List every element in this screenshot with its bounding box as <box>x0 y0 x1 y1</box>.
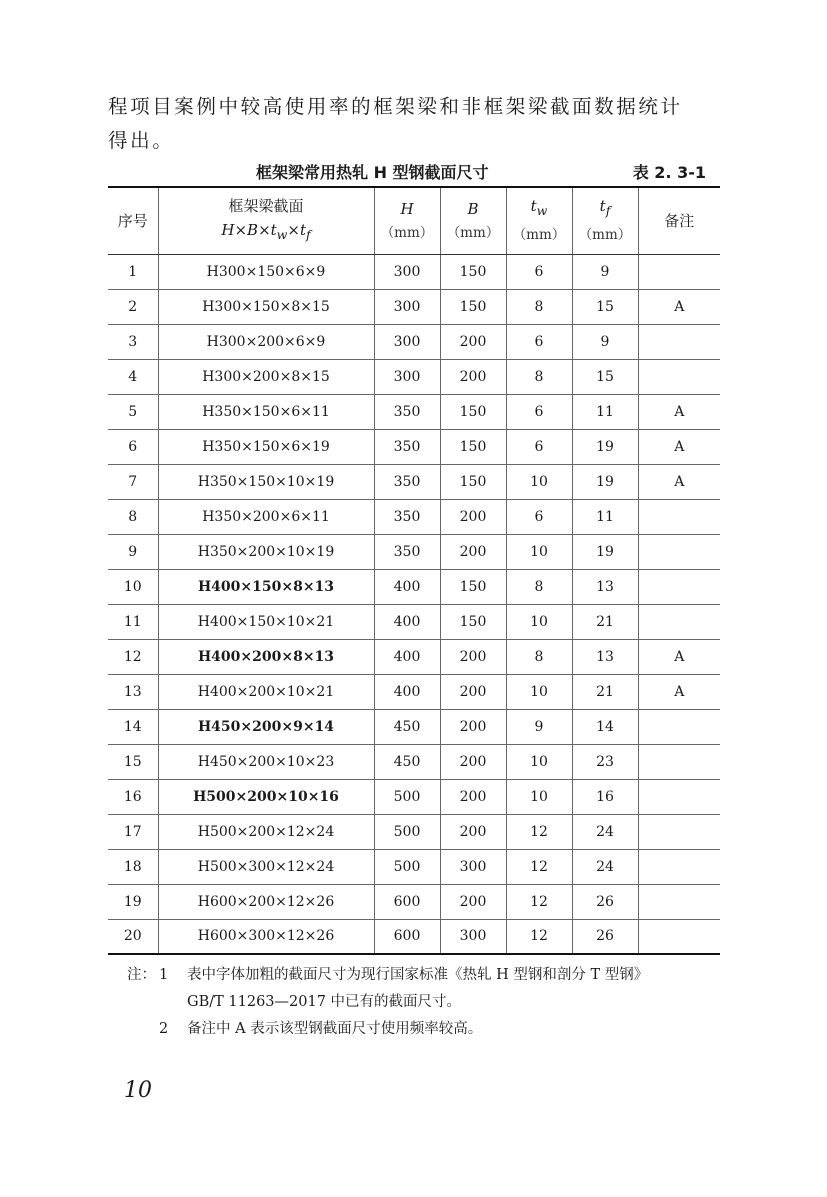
table-row <box>108 359 720 394</box>
table-row <box>108 394 720 429</box>
table-row <box>108 324 720 359</box>
cell-H: 400 <box>374 639 440 674</box>
cell-section: H500×200×10×16 <box>158 779 374 814</box>
cell-tf: 9 <box>572 254 638 289</box>
note-1: 注： 1 表中字体加粗的截面尺寸为现行国家标准《热轧 H 型钢和剖分 T 型钢》 GB/T 11263—2017 中已有的截面尺寸。 <box>127 962 727 1016</box>
table-row <box>108 919 720 954</box>
table-row <box>108 254 720 289</box>
cell-tf: 15 <box>572 359 638 394</box>
table-header-row <box>108 187 720 254</box>
intro-paragraph <box>108 90 723 158</box>
cell-tf: 24 <box>572 814 638 849</box>
cell-remark <box>638 849 720 884</box>
cell-section: H350×150×6×19 <box>158 429 374 464</box>
cell-remark <box>638 254 720 289</box>
table-row <box>108 674 720 709</box>
cell-seq: 13 <box>108 674 158 709</box>
cell-H: 500 <box>374 849 440 884</box>
cell-tf: 24 <box>572 849 638 884</box>
table-row <box>108 499 720 534</box>
cell-section: H500×300×12×24 <box>158 849 374 884</box>
cell-H: 400 <box>374 569 440 604</box>
cell-remark: A <box>638 429 720 464</box>
intro-line-2: 得出。 <box>108 129 175 152</box>
cell-B: 150 <box>440 429 506 464</box>
cell-remark <box>638 534 720 569</box>
cell-tw: 8 <box>506 289 572 324</box>
cell-seq: 19 <box>108 884 158 919</box>
cell-B: 150 <box>440 394 506 429</box>
cell-seq: 16 <box>108 779 158 814</box>
cell-tf: 13 <box>572 639 638 674</box>
cell-section: H350×200×10×19 <box>158 534 374 569</box>
cell-seq: 7 <box>108 464 158 499</box>
cell-tw: 12 <box>506 919 572 954</box>
table-row <box>108 604 720 639</box>
cell-remark <box>638 884 720 919</box>
cell-H: 300 <box>374 359 440 394</box>
table-row <box>108 639 720 674</box>
cell-tw: 9 <box>506 709 572 744</box>
cell-tf: 11 <box>572 394 638 429</box>
cell-seq: 4 <box>108 359 158 394</box>
cell-remark: A <box>638 394 720 429</box>
cell-H: 300 <box>374 289 440 324</box>
cell-tw: 12 <box>506 814 572 849</box>
cell-B: 200 <box>440 884 506 919</box>
cell-H: 600 <box>374 919 440 954</box>
cell-remark <box>638 814 720 849</box>
cell-remark: A <box>638 674 720 709</box>
header-section <box>158 187 374 254</box>
cell-remark: A <box>638 639 720 674</box>
header-remark: 备注 <box>638 187 720 254</box>
cell-seq: 15 <box>108 744 158 779</box>
cell-tw: 10 <box>506 464 572 499</box>
cell-tf: 23 <box>572 744 638 779</box>
section-size-table <box>108 186 720 955</box>
cell-seq: 12 <box>108 639 158 674</box>
table-row <box>108 849 720 884</box>
cell-seq: 17 <box>108 814 158 849</box>
cell-H: 500 <box>374 814 440 849</box>
table-notes <box>127 962 727 1043</box>
cell-tf: 16 <box>572 779 638 814</box>
page-number: 10 <box>124 1078 152 1103</box>
cell-section: H350×150×10×19 <box>158 464 374 499</box>
cell-H: 400 <box>374 604 440 639</box>
cell-tw: 6 <box>506 324 572 359</box>
cell-B: 200 <box>440 674 506 709</box>
header-B: B （mm） <box>440 187 506 254</box>
cell-tw: 6 <box>506 254 572 289</box>
cell-tw: 10 <box>506 674 572 709</box>
cell-tf: 19 <box>572 534 638 569</box>
cell-tf: 26 <box>572 884 638 919</box>
notes-label: 注： <box>127 967 156 983</box>
cell-tw: 12 <box>506 849 572 884</box>
cell-section: H400×200×8×13 <box>158 639 374 674</box>
cell-H: 350 <box>374 464 440 499</box>
cell-section: H350×200×6×11 <box>158 499 374 534</box>
cell-section: H350×150×6×11 <box>158 394 374 429</box>
cell-tf: 21 <box>572 674 638 709</box>
cell-remark <box>638 744 720 779</box>
header-H: H （mm） <box>374 187 440 254</box>
cell-H: 300 <box>374 324 440 359</box>
cell-B: 300 <box>440 849 506 884</box>
cell-tf: 14 <box>572 709 638 744</box>
cell-remark: A <box>638 464 720 499</box>
cell-section: H400×200×10×21 <box>158 674 374 709</box>
cell-section: H300×150×6×9 <box>158 254 374 289</box>
cell-B: 200 <box>440 324 506 359</box>
cell-tf: 21 <box>572 604 638 639</box>
cell-seq: 10 <box>108 569 158 604</box>
header-section-line2: $H\times B\times t_w\times t_f$ <box>221 221 311 243</box>
cell-seq: 2 <box>108 289 158 324</box>
cell-section: H400×150×10×21 <box>158 604 374 639</box>
cell-seq: 6 <box>108 429 158 464</box>
cell-section: H300×200×6×9 <box>158 324 374 359</box>
table-row <box>108 709 720 744</box>
cell-B: 150 <box>440 254 506 289</box>
cell-tf: 19 <box>572 429 638 464</box>
table-row <box>108 289 720 324</box>
cell-remark <box>638 359 720 394</box>
table-row <box>108 534 720 569</box>
cell-remark <box>638 779 720 814</box>
cell-tw: 10 <box>506 779 572 814</box>
cell-section: H500×200×12×24 <box>158 814 374 849</box>
table-row <box>108 744 720 779</box>
cell-B: 200 <box>440 534 506 569</box>
cell-B: 200 <box>440 744 506 779</box>
header-tf: $t_f$ （mm） <box>572 187 638 254</box>
cell-B: 200 <box>440 779 506 814</box>
cell-B: 150 <box>440 569 506 604</box>
table-row <box>108 464 720 499</box>
cell-seq: 11 <box>108 604 158 639</box>
table-row <box>108 569 720 604</box>
cell-H: 450 <box>374 709 440 744</box>
header-seq: 序号 <box>108 187 158 254</box>
cell-H: 350 <box>374 429 440 464</box>
cell-seq: 14 <box>108 709 158 744</box>
header-section-line1: 框架梁截面 <box>228 197 304 216</box>
cell-tf: 19 <box>572 464 638 499</box>
cell-remark <box>638 604 720 639</box>
cell-H: 450 <box>374 744 440 779</box>
cell-tf: 9 <box>572 324 638 359</box>
note-2: 2 备注中 A 表示该型钢截面尺寸使用频率较高。 <box>159 1021 483 1037</box>
table-number: 表 2. 3-1 <box>632 163 706 182</box>
cell-tw: 10 <box>506 744 572 779</box>
cell-seq: 8 <box>108 499 158 534</box>
cell-remark <box>638 709 720 744</box>
cell-tf: 26 <box>572 919 638 954</box>
cell-remark <box>638 919 720 954</box>
cell-tw: 8 <box>506 569 572 604</box>
cell-seq: 9 <box>108 534 158 569</box>
cell-B: 200 <box>440 359 506 394</box>
cell-section: H600×200×12×26 <box>158 884 374 919</box>
header-tw: $t_w$ （mm） <box>506 187 572 254</box>
cell-tw: 6 <box>506 429 572 464</box>
cell-seq: 18 <box>108 849 158 884</box>
cell-B: 200 <box>440 639 506 674</box>
cell-section: H300×200×8×15 <box>158 359 374 394</box>
cell-H: 350 <box>374 534 440 569</box>
cell-B: 200 <box>440 709 506 744</box>
cell-remark <box>638 324 720 359</box>
cell-tw: 6 <box>506 394 572 429</box>
cell-H: 350 <box>374 499 440 534</box>
cell-seq: 20 <box>108 919 158 954</box>
cell-B: 150 <box>440 604 506 639</box>
cell-section: H450×200×9×14 <box>158 709 374 744</box>
table-row <box>108 884 720 919</box>
cell-tw: 10 <box>506 534 572 569</box>
cell-seq: 3 <box>108 324 158 359</box>
cell-H: 500 <box>374 779 440 814</box>
cell-tf: 15 <box>572 289 638 324</box>
cell-tf: 13 <box>572 569 638 604</box>
cell-B: 150 <box>440 289 506 324</box>
table-row <box>108 814 720 849</box>
cell-tw: 8 <box>506 359 572 394</box>
cell-H: 600 <box>374 884 440 919</box>
cell-remark: A <box>638 289 720 324</box>
cell-tw: 8 <box>506 639 572 674</box>
cell-H: 300 <box>374 254 440 289</box>
table-caption <box>108 156 706 186</box>
cell-tw: 10 <box>506 604 572 639</box>
cell-B: 200 <box>440 814 506 849</box>
cell-section: H300×150×8×15 <box>158 289 374 324</box>
cell-seq: 1 <box>108 254 158 289</box>
cell-B: 150 <box>440 464 506 499</box>
cell-section: H600×300×12×26 <box>158 919 374 954</box>
table-row <box>108 429 720 464</box>
cell-remark <box>638 569 720 604</box>
cell-tw: 12 <box>506 884 572 919</box>
cell-tw: 6 <box>506 499 572 534</box>
cell-section: H400×150×8×13 <box>158 569 374 604</box>
cell-H: 400 <box>374 674 440 709</box>
cell-remark <box>638 499 720 534</box>
intro-line-1: 程项目案例中较高使用率的框架梁和非框架梁截面数据统计 <box>108 95 683 118</box>
table-title: 框架梁常用热轧 H 型钢截面尺寸 <box>256 163 489 182</box>
table-row <box>108 779 720 814</box>
cell-B: 200 <box>440 499 506 534</box>
cell-seq: 5 <box>108 394 158 429</box>
cell-H: 350 <box>374 394 440 429</box>
cell-B: 300 <box>440 919 506 954</box>
cell-tf: 11 <box>572 499 638 534</box>
cell-section: H450×200×10×23 <box>158 744 374 779</box>
